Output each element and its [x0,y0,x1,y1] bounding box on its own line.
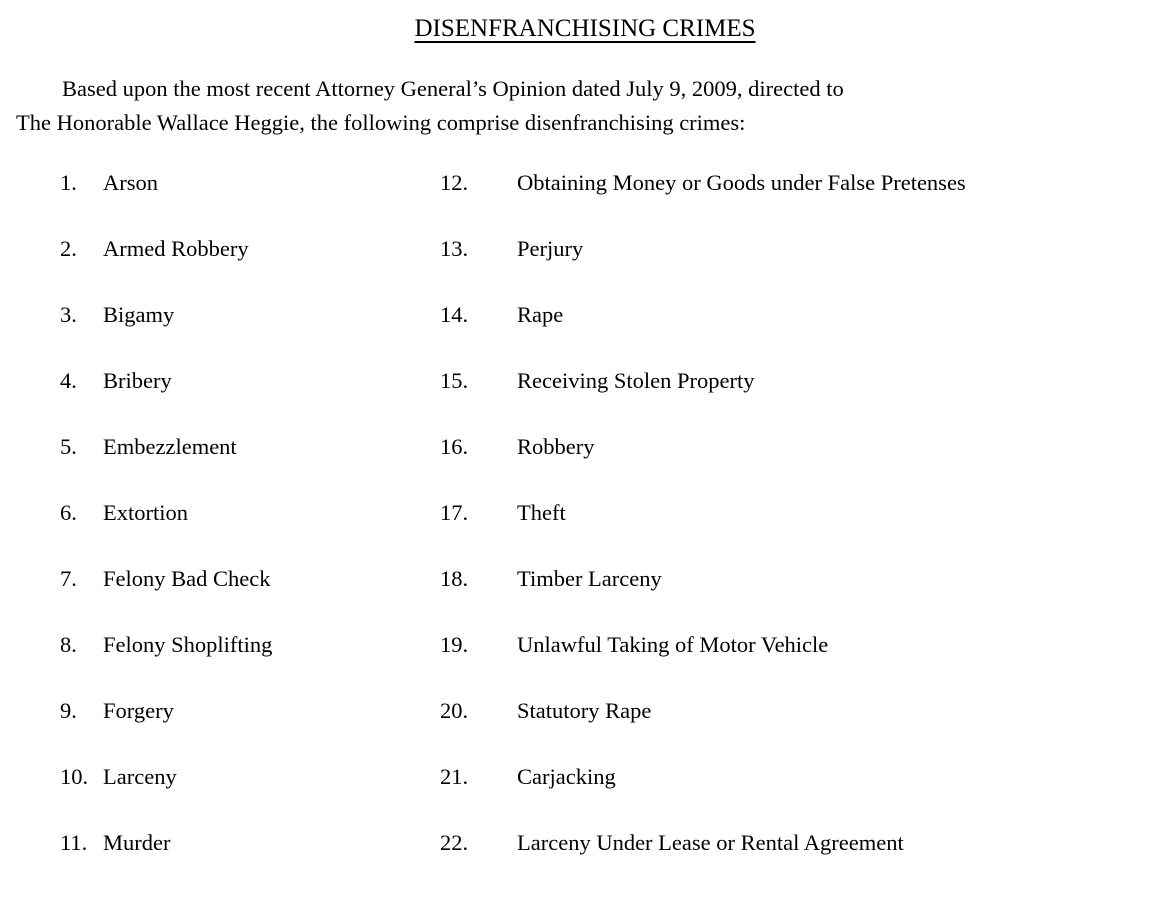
list-item-number: 11. [60,830,88,855]
list-item [440,168,1154,198]
list-item [60,366,440,396]
list-item-label: Embezzlement [103,434,237,459]
list-item-number: 3. [60,302,77,327]
list-item-label: Robbery [517,434,595,459]
list-item [440,762,1154,792]
list-item-number: 19. [440,632,469,657]
list-item-label: Unlawful Taking of Motor Vehicle [517,632,829,657]
list-item-label: Larceny [103,764,177,789]
crimes-lists [16,168,1154,894]
list-item [60,696,440,726]
list-item [60,630,440,660]
list-item-number: 22. [440,830,469,855]
list-item-label: Arson [103,170,158,195]
list-item-number: 7. [60,566,77,591]
list-item-label: Obtaining Money or Goods under False Pretenses [517,170,966,195]
list-item-number: 2. [60,236,77,261]
list-item [60,498,440,528]
list-item [440,366,1154,396]
list-item [440,696,1154,726]
crimes-list-left [60,168,440,894]
list-item-number: 16. [440,434,469,459]
list-item-label: Felony Shoplifting [103,632,273,657]
list-item-number: 10. [60,764,89,789]
list-item-number: 5. [60,434,77,459]
list-item-label: Timber Larceny [517,566,662,591]
list-item-label: Bribery [103,368,172,393]
list-item-label: Perjury [517,236,584,261]
list-item [440,432,1154,462]
list-item-label: Carjacking [517,764,616,789]
list-item-label: Receiving Stolen Property [517,368,755,393]
list-item-number: 15. [440,368,469,393]
list-item-number: 4. [60,368,77,393]
list-item-number: 17. [440,500,469,525]
list-item [60,828,440,858]
list-item-number: 12. [440,170,469,195]
list-item-label: Extortion [103,500,188,525]
list-item-label: Theft [517,500,566,525]
page-title [16,12,1154,46]
crimes-list-right [440,168,1154,894]
list-item-label: Larceny Under Lease or Rental Agreement [517,830,904,855]
intro-paragraph [16,72,1154,140]
intro-line-1: Based upon the most recent Attorney General’s Opinion dated July 9, 2009, directed to [62,76,844,101]
list-item-number: 20. [440,698,469,723]
list-item [60,300,440,330]
list-item-label: Forgery [103,698,174,723]
list-item-number: 18. [440,566,469,591]
list-item-label: Felony Bad Check [103,566,271,591]
list-item-number: 6. [60,500,77,525]
list-item-label: Rape [517,302,564,327]
list-item-number: 1. [60,170,77,195]
list-item [440,564,1154,594]
page-title-text: DISENFRANCHISING CRIMES [414,15,756,42]
list-item [60,564,440,594]
list-item-number: 9. [60,698,77,723]
list-item-number: 21. [440,764,469,789]
list-item [440,828,1154,858]
list-item-label: Statutory Rape [517,698,652,723]
list-item-number: 8. [60,632,77,657]
list-item-number: 14. [440,302,469,327]
list-item [440,300,1154,330]
list-item [60,234,440,264]
list-item [60,432,440,462]
list-item [60,168,440,198]
intro-line-2: The Honorable Wallace Heggie, the following comprise disenfranchising crimes: [16,110,746,135]
list-item-label: Bigamy [103,302,175,327]
list-item [440,498,1154,528]
list-item [440,234,1154,264]
list-item-label: Armed Robbery [103,236,249,261]
list-item-number: 13. [440,236,469,261]
list-item-label: Murder [103,830,171,855]
list-item [440,630,1154,660]
list-item [60,762,440,792]
